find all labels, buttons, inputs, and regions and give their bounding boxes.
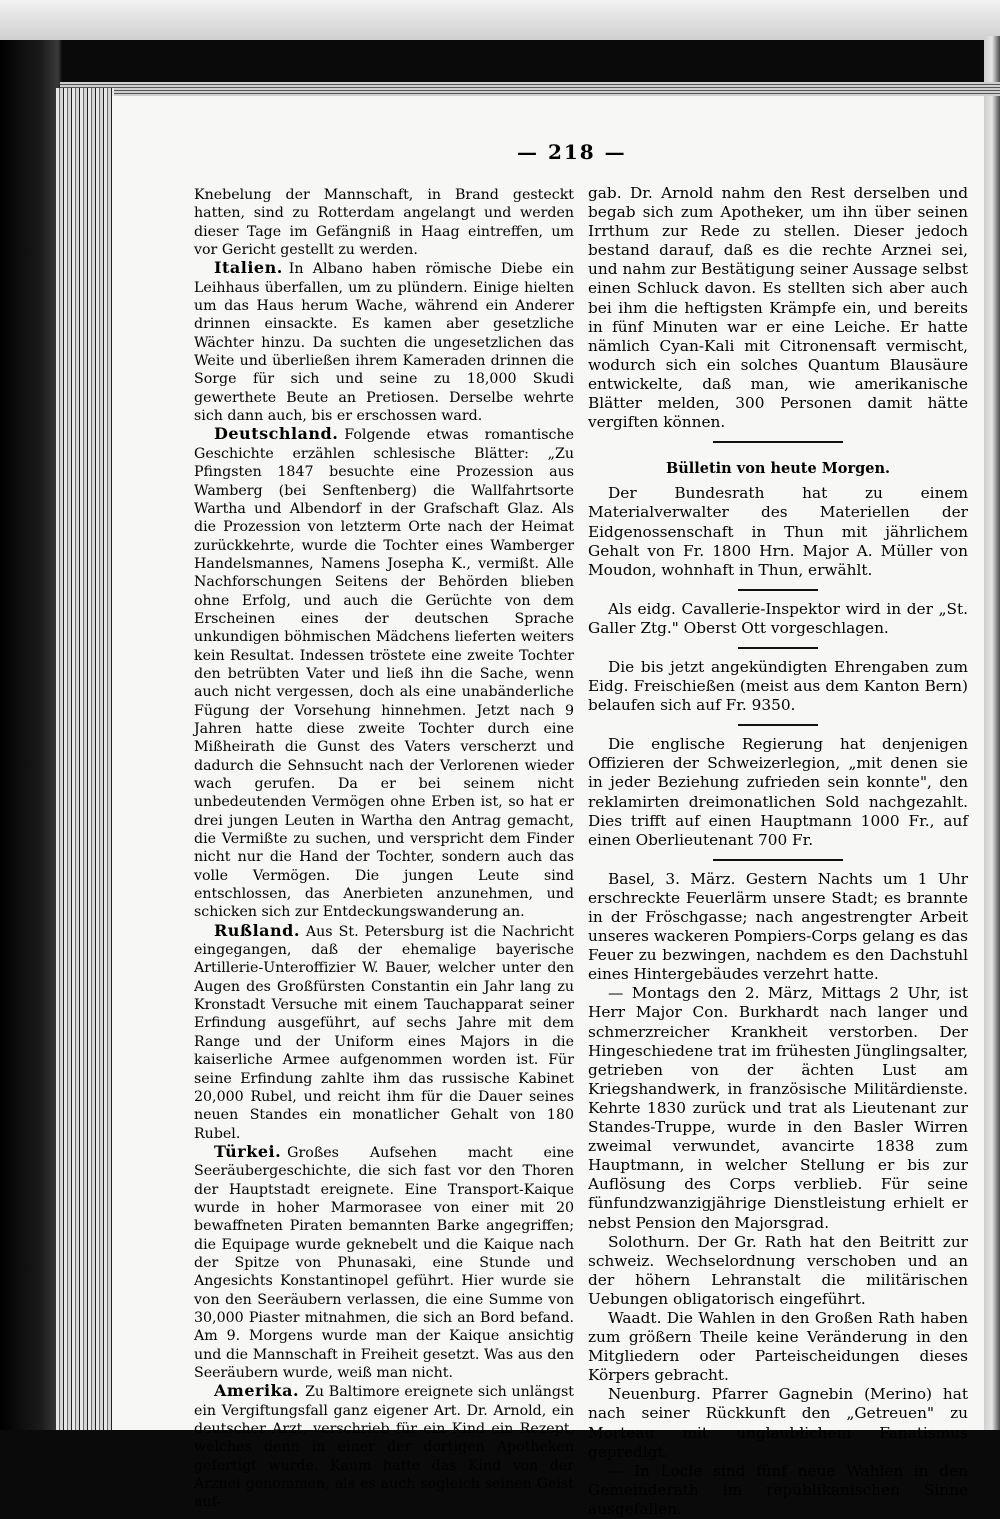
newspaper-page: [112, 96, 984, 1518]
page-stack-left: [56, 88, 114, 1430]
bulletin-heading: Bülletin von heute Morgen.: [665, 460, 891, 478]
right-column: [588, 184, 968, 1519]
page-top-edge: [0, 0, 1000, 40]
article-locle: — In Locle sind fünf neue Wahlen in den Gemeinderath im republikanischen Sinne ausgefallen.: [588, 1461, 968, 1518]
bulletin-item: Die englische Regierung hat denjenigen Offizieren der Schweizerlegion, „mit denen sie in jeder Beziehung zufrieden sein konnte", den reklamirten dreimonatlichen Sold nachgezahlt. Dies trifft auf einen Hauptmann 1000 Fr., auf einen Oberlieutenant 700 Fr.: [588, 735, 968, 849]
bulletin-item: Als eidg. Cavallerie-Inspektor wird in der „St. Galler Ztg." Oberst Ott vorgeschlagen.: [588, 599, 968, 637]
article-deutschland: [194, 425, 574, 921]
bulletin-item: Die bis jetzt angekündigten Ehrengaben zum Eidg. Freischießen (meist aus dem Kanton Bern) belaufen sich auf Fr. 9350.: [588, 657, 968, 715]
article-solothurn: Solothurn. Der Gr. Rath hat den Beitritt zur schweiz. Wechselordnung verschoben und an der höhern Lehranstalt die militärischen Uebungen obligatorisch eingeführt.: [588, 1232, 968, 1308]
article-continuation: [194, 186, 574, 259]
article-italien: [194, 259, 574, 425]
article-text: In Albano haben römische Diebe ein Leihhaus überfallen, um zu plündern. Einige hielten um das Haus herum Wache, während ein Anderer drinnen einsackte. Es kamen aber gesetzliche Wächter hinzu. Da suchten die ungesetzlichen das Weite und überließen ihrem Kameraden drinnen die Sorge für sich und seine zu 18,000 Skudi gewerthete Beute an Pretiosen. Derselbe wehrte sich dann auch, bis er erschossen ward.: [194, 261, 574, 425]
article-heading: Deutschland.: [214, 424, 339, 444]
article-russland: [194, 922, 574, 1143]
article-text: Aus St. Petersburg ist die Nachricht eingegangen, daß der ehemalige bayerische Artillerie-Unteroffizier W. Bauer, welcher unter den Augen des Großfürsten Constantin ein Jahr lang zu Kronstadt Versuche mit einem Tauchapparat seiner Erfindung ausgeführt, auf sechs Jahre mit dem Range und der Uniform eines Majors in die kaiserliche Armee aufgenommen worden ist. Für seine Erfindung zahlte ihm das russische Kabinet 20,000 Rubel, und reicht ihm für die Dauer seines neuen Standes ein monatlicher Gehalt von 180 Rubel.: [194, 923, 574, 1142]
divider: [738, 724, 818, 726]
article-text: Folgende etwas romantische Geschichte erzählen schlesische Blätter: „Zu Pfingsten 1847 besuchte eine Prozession aus Wamberg (bei Senftenberg) die Wallfahrtsorte Wartha und Albendorf in der Grafschaft Glaz. Als die Prozession von letzterm Orte nach der Heimat zurückkehrte, wurde die Tochter eines Wamberger Handelsmannes, Namens Josepha K., vermißt. Alle Nachforschungen Seitens der Behörden blieben ohne Erfolg, und auch die Gerüchte von dem Erscheinen eines der deutschen Sprache unkundigen böhmischen Mädchens lieferten weiters kein Resultat. Indessen tröstete eine zweite Tochter den betrübten Vater und ließ ihn die Sache, wenn auch nicht vergessen, doch als eine unabänderliche Fügung der Vorsehung hinnehmen. Jetzt nach 9 Jahren hatte diese zweite Tochter durch eine Mißheirath die Gunst des Vaters verscherzt und dadurch die Sehnsucht nach der Verlorenen wieder wach gerufen. Da er bei seinem nicht unbedeutenden Vermögen ohne Erben ist, so hat er drei jungen Leuten in Wartha den Antrag gemacht, die Vermißte zu suchen, und verspricht dem Finder nicht nur die Hand der Tochter, sondern auch das volle Vermögen. Die jungen Leute sind entschlossen, das Anerbieten anzunehmen, und schicken sich zur Entdeckungswanderung an.: [194, 427, 574, 921]
article-heading: Rußland.: [214, 920, 300, 940]
article-neuenburg: Neuenburg. Pfarrer Gagnebin (Merino) hat nach seiner Rückkunft den „Getreuen" zu Morteau mit unglaublichem Fanatismus gepredigt.: [588, 1385, 968, 1461]
article-text: Knebelung der Mannschaft, in Brand gesteckt hatten, sind zu Rotterdam angelangt und werden dieser Tage im Gefängniß in Haag eintreffen, um vor Gericht gestellt zu werden.: [194, 187, 574, 259]
divider: [713, 441, 843, 443]
book-binding: [0, 0, 62, 1430]
article-amerika: [194, 1382, 574, 1511]
divider: [738, 589, 818, 591]
divider: [713, 859, 843, 861]
article-basel: Basel, 3. März. Gestern Nachts um 1 Uhr erschreckte Feuerlärm unsere Stadt; es brannte in der Fröschgasse; nach angestrengter Arbeit unseres wackeren Pompiers-Corps gelang es das Feuer zu bezwingen, nachdem es den Dachstuhl eines Hintergebäudes verzehrt hatte.: [588, 869, 968, 984]
article-heading: Türkei.: [214, 1141, 282, 1161]
article-heading: Amerika.: [214, 1381, 300, 1401]
article-continuation: gab. Dr. Arnold nahm den Rest derselben und begab sich zum Apotheker, um ihn über seinen Irrthum zur Rede zu stellen. Dieser jedoch bestand darauf, daß es die rechte Arznei sei, und nahm zur Bestätigung seiner Aussage selbst einen Schluck davon. Es stellten sich aber auch bei ihm die heftigsten Krämpfe ein, und bereits in fünf Minuten war er eine Leiche. Er hatte nämlich Cyan-Kali mit Citronensaft vermischt, wodurch sich ein solches Quantum Blausäure entwickelte, daß man, wie amerikanische Blätter melden, 300 Personen damit hätte vergiften können.: [588, 184, 968, 432]
article-tuerkei: [194, 1143, 574, 1382]
article-basel-obituary: — Montags den 2. März, Mittags 2 Uhr, ist Herr Major Con. Burkhardt nach langer und schmerzreicher Krankheit verstorben. Der Hingeschiedene trat im frühesten Jünglingsalter, getrieben von der ächten Lust am Kriegshandwerk, in französische Militärdienste. Kehrte 1830 zurück und trat als Lieutenant zur Standes-Truppe, wurde in den Basler Wirren zweimal verwundet, avancirte 1838 zum Hauptmann, in welcher Stellung er bis zur Auflösung des Corps verblieb. Für seine fünfundzwanzigjährige Dienstleistung erhielt er nebst Pension den Majorsgrad.: [588, 984, 968, 1232]
article-heading: Italien.: [214, 258, 283, 278]
divider: [738, 647, 818, 649]
bulletin-item: Der Bundesrath hat zu einem Materialverwalter des Materiellen der Eidgenossenschaft in Thun mit jährlichem Gehalt von Fr. 1800 Hrn. Major A. Müller von Moudon, wohnhaft in Thun, erwählt.: [588, 484, 968, 579]
article-waadt: Waadt. Die Wahlen in den Großen Rath haben zum größern Theile keine Veränderung in den Mitgliedern oder Parteischeidungen dieses Körpers gebracht.: [588, 1308, 968, 1385]
page-right-edge: [984, 36, 1000, 1430]
page-number: — 218 —: [517, 140, 627, 164]
page-stack-top: [60, 82, 1000, 96]
article-text: Zu Baltimore ereignete sich unlängst ein Vergiftungsfall ganz eigener Art. Dr. Arnold, ein deutscher Arzt, verschrieb für ein Kind ein Rezept, welches denn in einer der dortigen Apotheken gefertigt wurde. Kaum hatte das Kind von der Arznei genommen, als es auch sogleich seinen Geist auf-: [194, 1384, 574, 1511]
left-column: [194, 186, 574, 1512]
article-text: Großes Aufsehen macht eine Seeräubergeschichte, die sich fast vor den Thoren der Hauptstadt ereignete. Eine Transport-Kaique wurde in hoher Marmorasee von einer mit 20 bewaffneten Piraten bemannten Barke angegriffen; die Equipage wurde geknebelt und die Kaique nach der Spitze von Phunasaki, eine Stunde und Angesichts Konstantinopel geführt. Hier wurde sie von den Seeräubern verlassen, die eine Summe von 30,000 Piaster mitnahmen, die sich an Bord befand. Am 9. Morgens wurde man der Kaique ansichtig und die Mannschaft in Freiheit gesetzt. Was aus den Seeräubern wurde, weiß man nicht.: [194, 1144, 574, 1381]
